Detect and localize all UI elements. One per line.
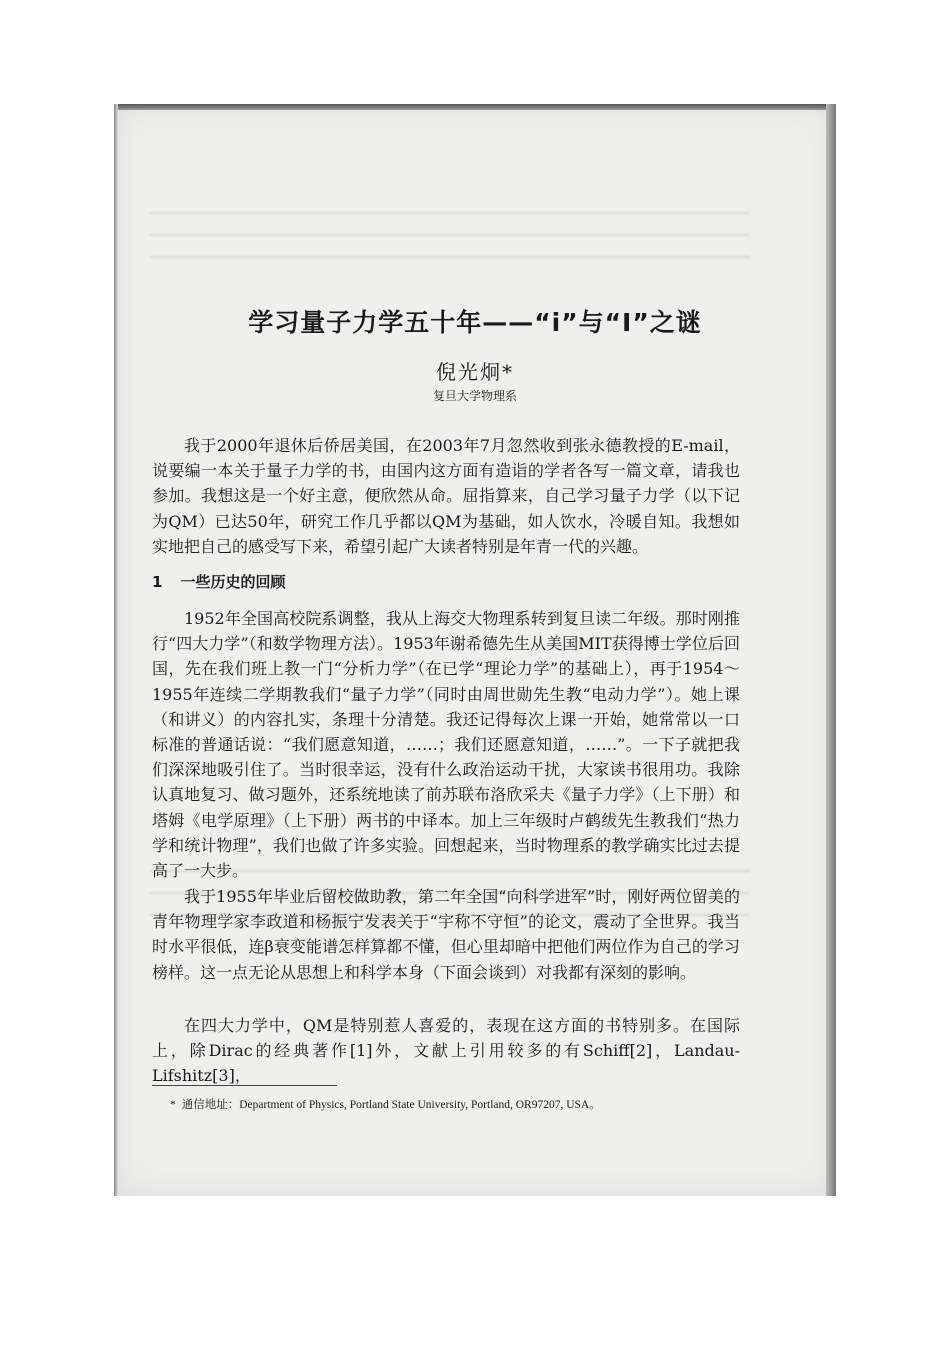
body-paragraph: 1952年全国高校院系调整，我从上海交大物理系转到复旦读二年级。那时刚推行“四大力学”（和数学物理方法）。1953年谢希德先生从美国MIT获得博士学位后回国，先在我们班上教一门“分析力学”（在已学“理论力学”的基础上），再于1954～1955年连续二学期教我们“量子力学”（同时由周世勋先生教“电动力学”）。她上课（和讲义）的内容扎实，条理十分清楚。我还记得每次上课一开始，她常常以一口标准的普通话说：“我们愿意知道，……；我们还愿意知道，……”。一下子就把我们深深地吸引住了。当时很幸运，没有什么政治运动干扰，大家读书很用功。我除认真地复习、做习题外，还系统地读了前苏联布洛欣采夫《量子力学》（上下册）和塔姆《电学原理》（上下册）两书的中译本。加上三年级时卢鹤绂先生教我们“热力学和统计物理”，我们也做了许多实验。回想起来，当时物理系的教学确实比过去提高了一大步。: [152, 609, 740, 881]
section-heading: [152, 571, 285, 592]
page-top-edge: [114, 104, 836, 110]
section-title: 一些历史的回顾: [180, 573, 286, 591]
footnote-rule: [152, 1085, 337, 1086]
page-left-edge: [114, 104, 118, 1196]
body-paragraph: 在四大力学中，QM是特别惹人喜爱的，表现在这方面的书特别多。在国际上，除Dirac的经典著作[1]外，文献上引用较多的有Schiff[2]，Landau-Lifshitz[3]，: [152, 1016, 740, 1086]
section-number: 1: [152, 573, 163, 591]
footnote: [170, 1096, 601, 1112]
author-affiliation: 复旦大学物理系: [432, 389, 517, 403]
intro-paragraph: 我于2000年退休后侨居美国，在2003年7月忽然收到张永德教授的E-mail，说要编一本关于量子力学的书，由国内这方面有造诣的学者各写一篇文章，请我也参加。我想这是一个好主意，便欣然从命。屈指算来，自己学习量子力学（以下记为QM）已达50年，研究工作几乎都以QM为基础，如人饮水，冷暖自知。我想如实地把自己的感受写下来，希望引起广大读者特别是年青一代的兴趣。: [152, 436, 740, 556]
footnote-mark: *: [170, 1099, 176, 1111]
body-paragraph: 我于1955年毕业后留校做助教，第二年全国“向科学进军”时，刚好两位留美的青年物理学家李政道和杨振宁发表关于“宇称不守恒”的论文，震动了全世界。我当时水平很低，连β衰变能谱怎样算都不懂，但心里却暗中把他们两位作为自己的学习榜样。这一点无论从思想上和科学本身（下面会谈到）对我都有深刻的影响。: [152, 887, 740, 982]
show-through-text: [150, 212, 750, 272]
article-author: 倪光炯*: [436, 360, 514, 384]
article-title: 学习量子力学五十年——“i”与“I”之谜: [248, 308, 702, 337]
page-right-edge: [826, 104, 836, 1196]
footnote-text: 通信地址：Department of Physics, Portland State University, Portland, OR97207, USA。: [181, 1099, 601, 1111]
